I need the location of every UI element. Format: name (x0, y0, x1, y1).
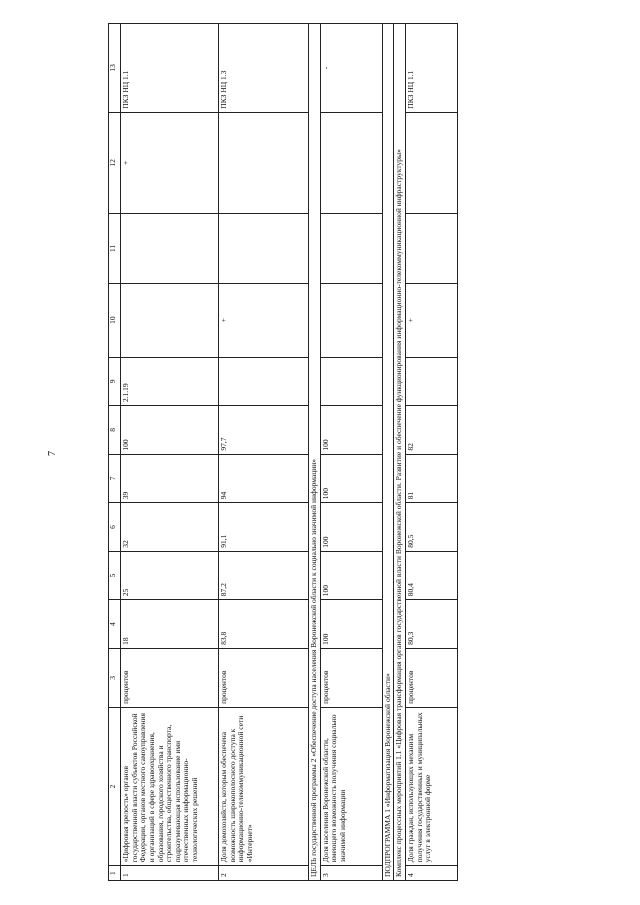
page-number: 7 (47, 451, 58, 456)
table-row (320, 24, 382, 881)
value-cell: 25 (121, 551, 219, 600)
value-cell (405, 112, 457, 213)
value-cell: + (405, 283, 457, 357)
value-cell (320, 283, 382, 357)
value-cell (320, 214, 382, 284)
value-cell: 87,2 (219, 551, 309, 600)
header-cell: 11 (109, 214, 121, 284)
complex-heading: Комплекс процессных мероприятий 1.1 «Цифровая трансформация органов государственной власти Воронежской области. Развитие и обеспечение функционирования информационно-телекоммуникационной инфраструктуры» (394, 24, 406, 881)
value-cell (405, 357, 457, 406)
subprogram-heading: ПОДПРОГРАММА 1 «Информатизация Воронежской области» (382, 24, 394, 881)
row-number: 2 (219, 866, 309, 881)
header-cell: 1 (109, 866, 121, 881)
value-cell: ПКЗ НЦ 1.1 (121, 24, 219, 113)
table-row (405, 24, 457, 881)
value-cell (219, 214, 309, 284)
header-cell: 4 (109, 600, 121, 649)
indicator-name: Доля населения Воронежской области, имеющего возможность получения социально значимой информации (320, 707, 382, 865)
unit-cell: процентов (405, 648, 457, 707)
value-cell: 100 (320, 454, 382, 503)
value-cell: 94 (219, 454, 309, 503)
value-cell: 100 (320, 600, 382, 649)
header-cell: 13 (109, 24, 121, 113)
value-cell: 80,3 (405, 600, 457, 649)
value-cell (320, 357, 382, 406)
value-cell (121, 214, 219, 284)
header-cell: 10 (109, 283, 121, 357)
value-cell: 97,7 (219, 406, 309, 455)
subprogram-row (382, 24, 394, 881)
header-cell: 3 (109, 648, 121, 707)
header-cell: 9 (109, 357, 121, 406)
unit-cell: процентов (219, 648, 309, 707)
value-cell: ПКЗ НЦ 1.3 (219, 24, 309, 113)
value-cell: 83,8 (219, 600, 309, 649)
value-cell: - (320, 24, 382, 113)
unit-cell: процентов (121, 648, 219, 707)
value-cell: 32 (121, 503, 219, 552)
value-cell: 91,1 (219, 503, 309, 552)
complex-row (394, 24, 406, 881)
table-row (219, 24, 309, 881)
value-cell: 81 (405, 454, 457, 503)
value-cell: 2.1.19 (121, 357, 219, 406)
value-cell: 80,5 (405, 503, 457, 552)
unit-cell: процентов (320, 648, 382, 707)
value-cell (219, 112, 309, 213)
indicators-table (108, 23, 458, 881)
row-number: 4 (405, 866, 457, 881)
value-cell (219, 357, 309, 406)
value-cell: 18 (121, 600, 219, 649)
row-number: 1 (121, 866, 219, 881)
value-cell: + (121, 112, 219, 213)
indicator-name: «Цифровая зрелость» органов государственной власти субъектов Российской Федерации, органов местного самоуправления и организаций в сфере здравоохранения, образования, городского хозяйства и строительства, общественного транспорта, подразумевающая использование ими отечественных информационно-технологических решений (121, 707, 219, 865)
goal-row (309, 24, 321, 881)
header-cell: 2 (109, 707, 121, 865)
value-cell (405, 214, 457, 284)
header-cell: 5 (109, 551, 121, 600)
value-cell: 100 (320, 551, 382, 600)
table-row (121, 24, 219, 881)
value-cell: + (219, 283, 309, 357)
value-cell: 100 (320, 406, 382, 455)
header-cell: 8 (109, 406, 121, 455)
value-cell: 39 (121, 454, 219, 503)
header-cell: 12 (109, 112, 121, 213)
indicator-name: Доля домохозяйств, которым обеспечена возможность широкополосного доступа к информационно-телекоммуникационной сети «Интернет» (219, 707, 309, 865)
header-row (109, 24, 121, 881)
value-cell (121, 283, 219, 357)
indicators-table-rotated (108, 23, 498, 881)
value-cell: 100 (320, 503, 382, 552)
indicator-name: Доля граждан, использующих механизм получения государственных и муниципальных услуг в электронной форме (405, 707, 457, 865)
value-cell: 100 (121, 406, 219, 455)
value-cell: 82 (405, 406, 457, 455)
row-number: 3 (320, 866, 382, 881)
value-cell (320, 112, 382, 213)
header-cell: 6 (109, 503, 121, 552)
header-cell: 7 (109, 454, 121, 503)
value-cell: ПКЗ НЦ 1.1 (405, 24, 457, 113)
value-cell: 80,4 (405, 551, 457, 600)
goal-heading: ЦЕЛЬ государственной программы 2 «Обеспечение доступа населения Воронежской области к социально значимой информации» (309, 24, 321, 881)
